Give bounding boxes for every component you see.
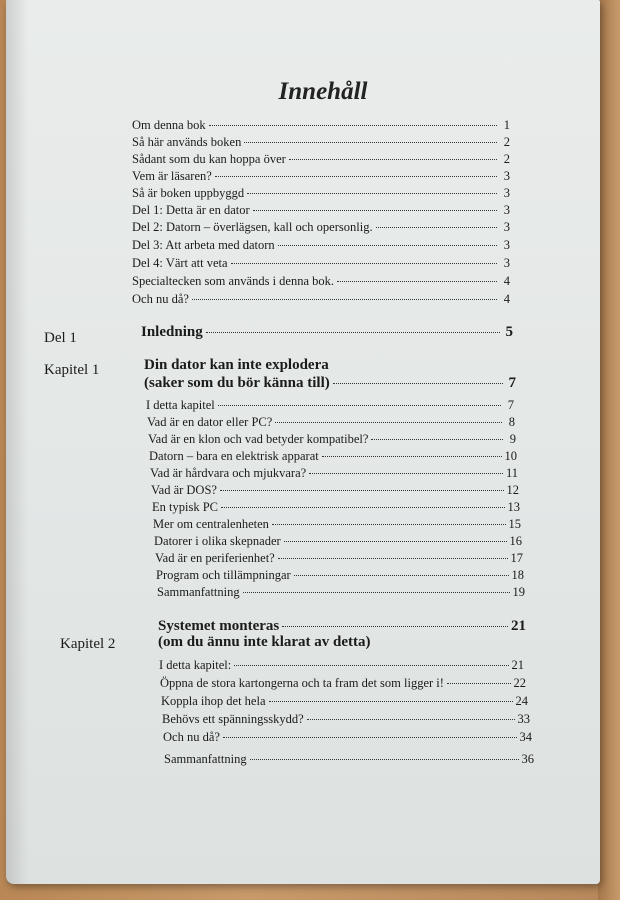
toc-entry	[161, 694, 528, 709]
toc-entry	[146, 398, 514, 413]
toc-entry-label: I detta kapitel	[146, 398, 215, 412]
toc-entry-label: Vad är en klon och vad betyder kompatibel?	[148, 432, 369, 446]
toc-entry-label: Vem är läsaren?	[132, 169, 212, 183]
toc-entry-label: Koppla ihop det hela	[161, 694, 266, 708]
toc-entry	[155, 551, 523, 566]
part-title: Inledning	[141, 324, 203, 340]
page-title: Innehåll	[278, 78, 368, 105]
toc-entry	[151, 483, 519, 498]
toc-entry	[162, 712, 530, 727]
toc-entry-page: 11	[505, 466, 518, 480]
toc-entry-page: 2	[503, 135, 510, 149]
toc-entry-label: Sammanfattning	[164, 752, 247, 766]
toc-entry	[164, 752, 534, 767]
leader-dots	[223, 737, 517, 738]
chapter-title-line2: (saker som du bör känna till)	[144, 375, 330, 391]
leader-dots	[371, 439, 503, 440]
toc-entry-page: 21	[511, 658, 524, 672]
toc-entry-label: Datorn – bara en elektrisk apparat	[149, 449, 319, 463]
leader-dots	[294, 575, 509, 576]
toc-entry-label: Och nu då?	[163, 730, 220, 744]
toc-entry-page: 9	[509, 432, 516, 446]
leader-dots	[247, 193, 497, 194]
leader-dots	[231, 263, 497, 264]
toc-entry-page: 13	[507, 500, 520, 514]
leader-dots	[284, 541, 507, 542]
toc-entry	[132, 238, 510, 253]
leader-dots	[244, 142, 497, 143]
toc-entry	[132, 292, 510, 307]
toc-entry-page: 2	[503, 152, 510, 166]
chapter-heading	[158, 618, 526, 635]
toc-entry	[153, 517, 521, 532]
leader-dots	[275, 422, 502, 423]
toc-entry-page: 15	[508, 517, 521, 531]
toc-entry-label: Del 1: Detta är en dator	[132, 203, 250, 217]
toc-entry	[132, 186, 510, 201]
toc-entry-page: 33	[517, 712, 530, 726]
toc-entry-page: 4	[503, 292, 510, 306]
toc-entry	[156, 568, 524, 583]
toc-entry-page: 10	[504, 449, 517, 463]
leader-dots	[278, 245, 497, 246]
leader-dots	[337, 281, 497, 282]
toc-entry-label: Behövs ett spänningsskydd?	[162, 712, 304, 726]
toc-entry-label: Om denna bok	[132, 118, 206, 132]
toc-entry-page: 3	[503, 220, 510, 234]
leader-dots	[289, 159, 497, 160]
chapter-heading	[144, 375, 516, 392]
toc-entry	[132, 169, 510, 184]
leader-dots	[282, 626, 508, 627]
toc-entry-label: Öppna de stora kartongerna och ta fram det som ligger i!	[160, 676, 444, 690]
toc-entry-page: 36	[521, 752, 534, 766]
toc-entry-page: 4	[503, 274, 510, 288]
toc-entry	[132, 256, 510, 271]
toc-entry-label: Program och tillämpningar	[156, 568, 291, 582]
leader-dots	[376, 227, 497, 228]
leader-dots	[309, 473, 503, 474]
leader-dots	[192, 299, 497, 300]
toc-entry-page: 18	[511, 568, 524, 582]
toc-entry-page: 1	[503, 118, 510, 132]
toc-entry-label: Vad är en dator eller PC?	[147, 415, 273, 429]
leader-dots	[243, 592, 510, 593]
toc-entry-page: 12	[506, 483, 519, 497]
toc-entry-label: Vad är DOS?	[151, 483, 217, 497]
leader-dots	[221, 507, 505, 508]
book-page	[6, 0, 600, 884]
leader-dots	[253, 210, 497, 211]
toc-entry	[132, 135, 510, 150]
toc-entry-label: Specialtecken som används i denna bok.	[132, 274, 335, 288]
toc-entry	[157, 585, 525, 600]
toc-entry-label: Datorer i olika skepnader	[154, 534, 281, 548]
toc-entry	[152, 500, 520, 515]
toc-entry-label: Vad är en periferienhet?	[155, 551, 275, 565]
leader-dots	[209, 125, 497, 126]
toc-entry-label: Mer om centralenheten	[153, 517, 269, 531]
leader-dots	[250, 759, 519, 760]
leader-dots	[234, 665, 508, 666]
chapter-title-line2: (om du ännu inte klarat av detta)	[158, 634, 371, 650]
chapter-label: Kapitel 1	[44, 362, 100, 378]
leader-dots	[218, 405, 501, 406]
toc-entry-page: 3	[503, 238, 510, 252]
toc-entry-label: En typisk PC	[152, 500, 218, 514]
toc-entry-label: Så här används boken	[132, 135, 242, 149]
leader-dots	[215, 176, 497, 177]
leader-dots	[307, 719, 515, 720]
chapter-title-line1: Din dator kan inte explodera	[144, 357, 329, 373]
toc-entry	[132, 220, 510, 235]
toc-entry-label: Del 2: Datorn – överlägsen, kall och opersonlig.	[132, 220, 373, 234]
leader-dots	[272, 524, 506, 525]
toc-entry	[150, 466, 518, 481]
toc-entry-label: Del 3: Att arbeta med datorn	[132, 238, 275, 252]
toc-entry	[132, 274, 510, 289]
leader-dots	[269, 701, 513, 702]
toc-entry	[132, 118, 510, 133]
toc-entry-page: 8	[508, 415, 515, 429]
toc-entry-page: 16	[509, 534, 522, 548]
leader-dots	[322, 456, 502, 457]
chapter-page: 7	[508, 375, 516, 391]
part-label: Del 1	[44, 330, 77, 346]
toc-entry-page: 3	[503, 186, 510, 200]
toc-entry	[163, 730, 532, 745]
toc-entry-label: Sådant som du kan hoppa över	[132, 152, 286, 166]
chapter-label: Kapitel 2	[60, 636, 116, 652]
toc-entry-label: Sammanfattning	[157, 585, 240, 599]
toc-entry-page: 24	[515, 694, 528, 708]
leader-dots	[447, 683, 511, 684]
toc-entry	[132, 203, 510, 218]
toc-entry-page: 3	[503, 203, 510, 217]
toc-entry-label: Så är boken uppbyggd	[132, 186, 245, 200]
toc-entry-page: 3	[503, 169, 510, 183]
toc-entry-page: 17	[510, 551, 523, 565]
leader-dots	[278, 558, 508, 559]
leader-dots	[206, 332, 500, 333]
toc-entry	[159, 658, 524, 673]
toc-entry	[154, 534, 522, 549]
toc-entry-label: Vad är hårdvara och mjukvara?	[150, 466, 307, 480]
toc-entry	[132, 152, 510, 167]
toc-entry-page: 7	[507, 398, 514, 412]
toc-entry-label: I detta kapitel:	[159, 658, 232, 672]
toc-entry	[147, 415, 515, 430]
toc-entry-page: 22	[513, 676, 526, 690]
toc-entry-page: 34	[519, 730, 532, 744]
leader-dots	[333, 383, 503, 384]
leader-dots	[220, 490, 504, 491]
chapter-page: 21	[511, 618, 526, 634]
toc-entry-page: 19	[512, 585, 525, 599]
part-heading	[141, 324, 513, 341]
table-surface	[598, 0, 620, 900]
chapter-title-line1: Systemet monteras	[158, 618, 280, 634]
toc-entry-label: Och nu då?	[132, 292, 189, 306]
toc-entry	[149, 449, 517, 464]
toc-entry-page: 3	[503, 256, 510, 270]
toc-entry-label: Del 4: Värt att veta	[132, 256, 228, 270]
part-page: 5	[505, 324, 513, 340]
toc-entry	[148, 432, 516, 447]
toc-entry	[160, 676, 526, 691]
